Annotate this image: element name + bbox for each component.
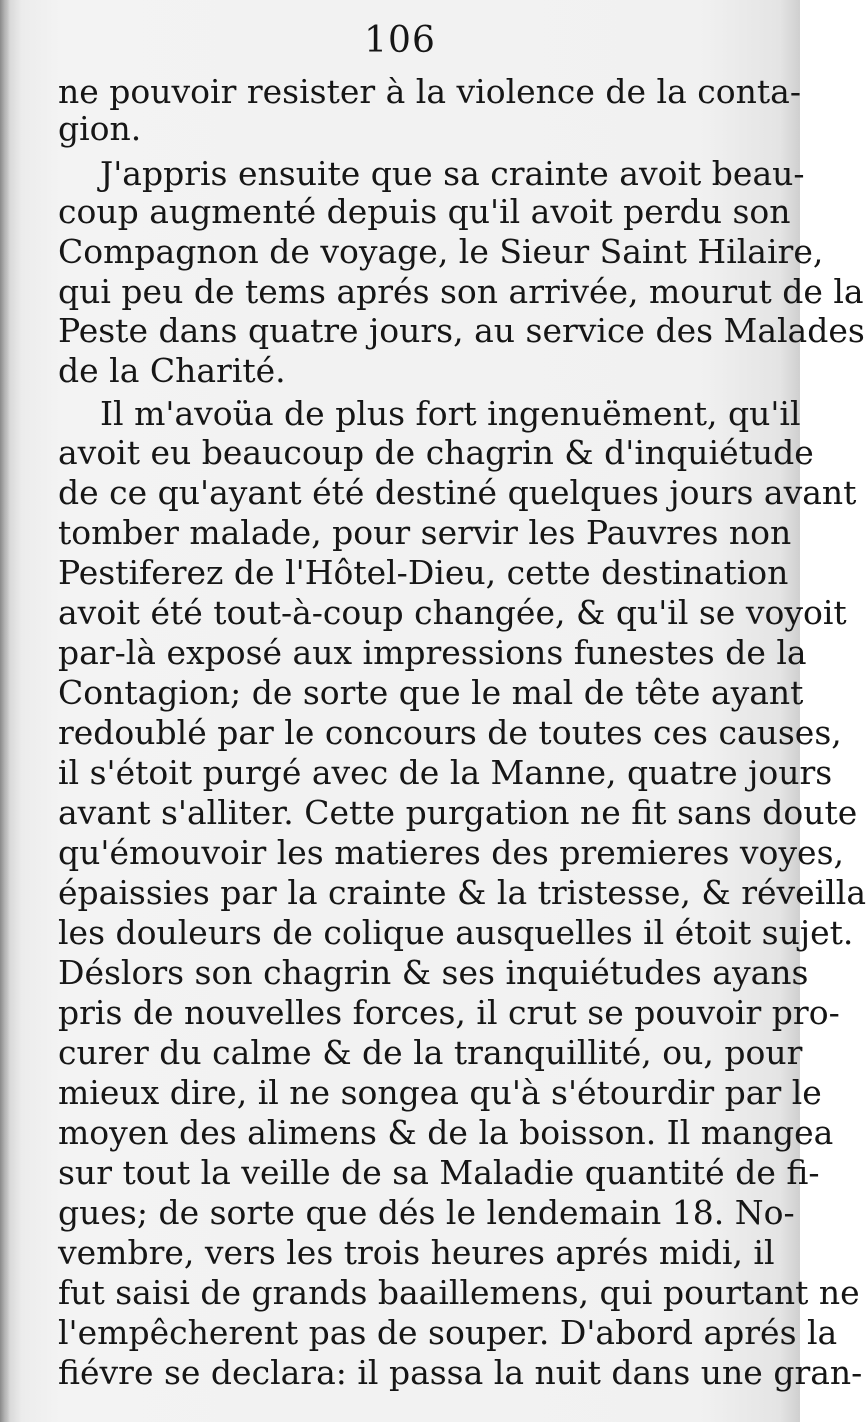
text-line: avoit eu beaucoup de chagrin & d'inquiétude: [58, 433, 814, 472]
text-line: vembre, vers les trois heures aprés midi, il: [58, 1233, 775, 1272]
text-line: avant s'alliter. Cette purgation ne fit sans doute: [58, 793, 858, 832]
text-line: par-là exposé aux impressions funestes de la: [58, 633, 807, 672]
text-line: qu'émouvoir les matieres des premieres voyes,: [58, 833, 844, 872]
text-line: Déslors son chagrin & ses inquiétudes ayans: [58, 953, 809, 992]
text-line: moyen des alimens & de la boisson. Il mangea: [58, 1113, 834, 1152]
text-line: Il m'avoüa de plus fort ingenuëment, qu'il: [100, 394, 801, 433]
text-line: les douleurs de colique ausquelles il étoit sujet.: [58, 913, 854, 952]
text-line: fiévre se declara: il passa la nuit dans une gran-: [58, 1353, 863, 1392]
text-line: fut saisi de grands baaillemens, qui pourtant ne: [58, 1273, 860, 1312]
text-line: il s'étoit purgé avec de la Manne, quatre jours: [58, 753, 833, 792]
text-line: coup augmenté depuis qu'il avoit perdu son: [58, 192, 791, 231]
page-number: 106: [364, 20, 436, 61]
text-line: tomber malade, pour servir les Pauvres non: [58, 513, 792, 552]
text-line: mieux dire, il ne songea qu'à s'étourdir par le: [58, 1073, 822, 1112]
text-line: ne pouvoir resister à la violence de la conta-: [58, 72, 801, 111]
text-line: gion.: [58, 109, 142, 148]
text-line: avoit été tout-à-coup changée, & qu'il se voyoit: [58, 593, 847, 632]
text-line: l'empêcherent pas de souper. D'abord aprés la: [58, 1313, 838, 1352]
text-line: redoublé par le concours de toutes ces causes,: [58, 713, 842, 752]
text-line: J'appris ensuite que sa crainte avoit beau-: [100, 154, 805, 193]
text-line: sur tout la veille de sa Maladie quantité de fi-: [58, 1153, 820, 1192]
text-line: épaissies par la crainte & la tristesse, & réveilla: [58, 873, 866, 912]
text-line: qui peu de tems aprés son arrivée, mourut de la: [58, 272, 864, 311]
text-line: de ce qu'ayant été destiné quelques jours avant: [58, 473, 857, 512]
text-line: Peste dans quatre jours, au service des Malades: [58, 311, 865, 350]
text-line: de la Charité.: [58, 351, 286, 390]
text-line: gues; de sorte que dés le lendemain 18. No-: [58, 1193, 795, 1232]
text-line: curer du calme & de la tranquillité, ou, pour: [58, 1033, 803, 1072]
text-line: pris de nouvelles forces, il crut se pouvoir pro-: [58, 993, 840, 1032]
text-line: Compagnon de voyage, le Sieur Saint Hilaire,: [58, 232, 824, 271]
text-line: Pestiferez de l'Hôtel-Dieu, cette destination: [58, 553, 789, 592]
text-line: Contagion; de sorte que le mal de tête ayant: [58, 673, 804, 712]
